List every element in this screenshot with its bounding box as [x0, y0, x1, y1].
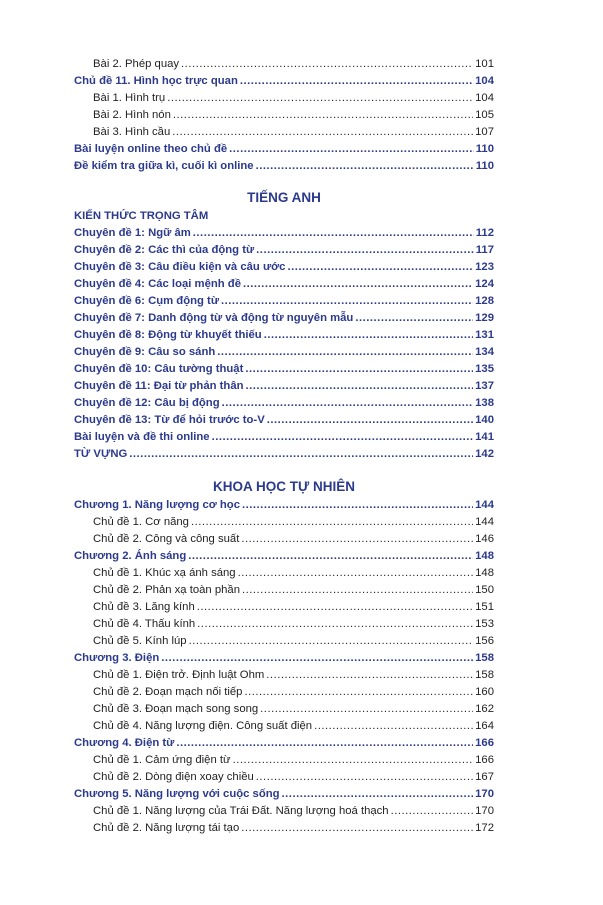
toc-entry-label: Chuyên đề 9: Câu so sánh: [74, 346, 216, 358]
toc-entry-label: Chuyên đề 10: Câu tường thuật: [74, 363, 244, 375]
dot-leader: [217, 344, 473, 361]
toc-entry-page-number: 137: [475, 380, 494, 392]
dot-leader: [173, 107, 473, 124]
dot-leader: [188, 548, 473, 565]
toc-entry[interactable]: [74, 497, 494, 514]
toc-entry-label: Chủ đề 2. Dòng điện xoay chiều: [93, 771, 254, 783]
toc-entry-label: Chuyên đề 7: Danh động từ và động từ nguyên mẫu: [74, 312, 354, 324]
dot-leader: [181, 56, 473, 73]
dot-leader: [242, 582, 473, 599]
dot-leader: [240, 73, 473, 90]
toc-entry[interactable]: [74, 820, 494, 837]
toc-entry-page-number: 153: [475, 618, 494, 630]
toc-entry-label: TỪ VỰNG: [74, 448, 128, 460]
toc-entry-label: Chủ đề 1. Khúc xạ ánh sáng: [93, 567, 236, 579]
toc-entry[interactable]: [74, 786, 494, 803]
toc-entry-page-number: 107: [475, 126, 494, 138]
toc-entry-label: Chủ đề 4. Năng lượng điện. Công suất điện: [93, 720, 313, 732]
toc-entry-page-number: 129: [475, 312, 494, 324]
toc-entry[interactable]: [74, 633, 494, 650]
section-gap: [74, 463, 494, 477]
dot-leader: [266, 667, 473, 684]
toc-entry-page-number: 112: [475, 227, 494, 239]
dot-leader: [267, 412, 473, 429]
dot-leader: [391, 803, 474, 820]
toc-entry-label: Chủ đề 11. Hình học trực quan: [74, 75, 238, 87]
toc-entry-page-number: 150: [475, 584, 494, 596]
toc-entry[interactable]: [74, 803, 494, 820]
toc-entry-page-number: 144: [475, 516, 494, 528]
toc-entry[interactable]: [74, 141, 494, 158]
toc-entry[interactable]: [74, 259, 494, 276]
toc-entry[interactable]: [74, 124, 494, 141]
toc-entry-page-number: 166: [475, 754, 494, 766]
toc-entry-page-number: 134: [475, 346, 494, 358]
toc-entry[interactable]: [74, 531, 494, 548]
toc-entry-label: Bài 3. Hình cầu: [93, 126, 171, 138]
toc-entry[interactable]: [74, 565, 494, 582]
toc-group-math: [74, 56, 494, 175]
toc-entry-label: Chủ đề 1. Cảm ứng điện từ: [93, 754, 231, 766]
toc-entry-label: Chủ đề 2. Phản xạ toàn phần: [93, 584, 240, 596]
toc-entry-page-number: 151: [475, 601, 494, 613]
toc-entry-label: Chủ đề 3. Đoạn mạch song song: [93, 703, 259, 715]
dot-leader: [241, 531, 473, 548]
dot-leader: [229, 141, 474, 158]
toc-entry-label: Chương 3. Điện: [74, 652, 160, 664]
toc-entry-label: Chuyên đề 13: Từ để hỏi trước to-V: [74, 414, 265, 426]
dot-leader: [212, 429, 474, 446]
toc-group-science: [74, 497, 494, 837]
toc-entry-page-number: 158: [475, 652, 494, 664]
dot-leader: [193, 225, 474, 242]
toc-entry-label: Chuyên đề 4: Các loại mệnh đề: [74, 278, 241, 290]
toc-entry-page-number: 110: [475, 160, 494, 172]
dot-leader: [314, 718, 473, 735]
toc-entry[interactable]: [74, 225, 494, 242]
toc-entry[interactable]: [74, 73, 494, 90]
toc-entry-label: Chuyên đề 3: Câu điều kiện và câu ước: [74, 261, 286, 273]
toc-entry-page-number: 131: [475, 329, 494, 341]
toc-entry-page-number: 148: [475, 550, 494, 562]
dot-leader: [233, 752, 474, 769]
dot-leader: [238, 565, 474, 582]
toc-entry-page-number: 170: [475, 805, 494, 817]
toc-entry-label: Bài luyện và đề thi online: [74, 431, 210, 443]
toc-entry[interactable]: [74, 514, 494, 531]
dot-leader: [167, 90, 473, 107]
toc-entry-label: Chủ đề 1. Cơ năng: [93, 516, 189, 528]
table-of-contents: [74, 56, 494, 837]
toc-entry-page-number: 170: [475, 788, 494, 800]
toc-entry[interactable]: [74, 446, 494, 463]
toc-entry-page-number: 141: [475, 431, 494, 443]
dot-leader: [245, 361, 473, 378]
toc-entry[interactable]: [74, 599, 494, 616]
toc-entry-page-number: 164: [475, 720, 494, 732]
section-title-science: KHOA HỌC TỰ NHIÊN: [213, 479, 355, 494]
toc-entry-label: Chương 4. Điện từ: [74, 737, 175, 749]
toc-entry-page-number: 142: [475, 448, 494, 460]
toc-entry-page-number: 104: [475, 92, 494, 104]
dot-leader: [264, 327, 473, 344]
toc-entry-page-number: 167: [475, 771, 494, 783]
toc-entry-page-number: 148: [475, 567, 494, 579]
toc-entry[interactable]: [74, 395, 494, 412]
toc-entry-page-number: 158: [475, 669, 494, 681]
section-gap: [74, 175, 494, 188]
toc-entry-page-number: 104: [475, 75, 494, 87]
toc-entry-page-number: 144: [475, 499, 494, 511]
dot-leader: [260, 701, 473, 718]
dot-leader: [172, 124, 473, 141]
toc-entry-label: Bài 1. Hình trụ: [93, 92, 166, 104]
toc-entry-label: Chương 5. Năng lượng với cuộc sống: [74, 788, 280, 800]
dot-leader: [242, 497, 473, 514]
toc-entry-label: Chủ đề 2. Đoạn mạch nối tiếp: [93, 686, 243, 698]
toc-entry-page-number: 117: [475, 244, 494, 256]
toc-entry[interactable]: [74, 158, 494, 175]
dot-leader: [256, 769, 473, 786]
toc-group-english: [74, 225, 494, 463]
toc-entry-label: Chủ đề 4. Thấu kính: [93, 618, 196, 630]
toc-entry-label: Chương 2. Ánh sáng: [74, 550, 187, 562]
toc-entry-page-number: 160: [475, 686, 494, 698]
toc-entry[interactable]: [74, 650, 494, 667]
toc-entry-page-number: 124: [475, 278, 494, 290]
toc-entry-label: Bài luyện online theo chủ đề: [74, 143, 228, 155]
subheading-key-knowledge: KIẾN THỨC TRỌNG TÂM: [74, 210, 209, 222]
toc-entry-label: Chuyên đề 8: Động từ khuyết thiếu: [74, 329, 262, 341]
toc-entry[interactable]: [74, 344, 494, 361]
dot-leader: [191, 514, 473, 531]
toc-entry[interactable]: [74, 684, 494, 701]
toc-entry[interactable]: [74, 242, 494, 259]
toc-entry[interactable]: [74, 735, 494, 752]
toc-entry-label: Chủ đề 3. Lăng kính: [93, 601, 195, 613]
dot-leader: [355, 310, 473, 327]
dot-leader: [243, 276, 473, 293]
toc-entry-page-number: 128: [475, 295, 494, 307]
toc-entry[interactable]: [74, 361, 494, 378]
toc-entry[interactable]: [74, 378, 494, 395]
toc-entry[interactable]: [74, 752, 494, 769]
toc-entry-label: Bài 2. Phép quay: [93, 58, 180, 70]
dot-leader: [256, 242, 474, 259]
toc-entry-page-number: 123: [475, 261, 494, 273]
toc-entry-label: Chủ đề 1. Điện trở. Định luật Ohm: [93, 669, 265, 681]
toc-entry-label: Chuyên đề 12: Câu bị động: [74, 397, 220, 409]
toc-entry[interactable]: [74, 769, 494, 786]
toc-entry-label: Chuyên đề 2: Các thì của động từ: [74, 244, 255, 256]
toc-entry-label: Chuyên đề 6: Cụm động từ: [74, 295, 219, 307]
dot-leader: [197, 599, 473, 616]
toc-entry[interactable]: [74, 701, 494, 718]
toc-entry-page-number: 146: [475, 533, 494, 545]
toc-entry[interactable]: [74, 667, 494, 684]
section-title-english: TIẾNG ANH: [247, 190, 321, 205]
dot-leader: [287, 259, 473, 276]
dot-leader: [129, 446, 473, 463]
toc-entry-label: Chủ đề 1. Năng lượng của Trái Đất. Năng lượng hoá thạch: [93, 805, 389, 817]
toc-entry-label: Đề kiểm tra giữa kì, cuối kì online: [74, 160, 254, 172]
toc-entry-label: Chuyên đề 1: Ngữ âm: [74, 227, 191, 239]
toc-entry-page-number: 166: [475, 737, 494, 749]
toc-entry-page-number: 135: [475, 363, 494, 375]
toc-entry-label: Chủ đề 5. Kính lúp: [93, 635, 187, 647]
dot-leader: [197, 616, 473, 633]
toc-entry[interactable]: [74, 718, 494, 735]
dot-leader: [256, 158, 474, 175]
toc-entry[interactable]: [74, 293, 494, 310]
toc-entry-page-number: 140: [475, 414, 494, 426]
toc-entry[interactable]: [74, 276, 494, 293]
toc-entry-page-number: 138: [475, 397, 494, 409]
toc-entry-page-number: 156: [475, 635, 494, 647]
toc-entry[interactable]: [74, 90, 494, 107]
toc-entry[interactable]: [74, 412, 494, 429]
toc-entry-page-number: 101: [475, 58, 494, 70]
dot-leader: [176, 735, 473, 752]
toc-entry[interactable]: [74, 327, 494, 344]
toc-entry[interactable]: [74, 56, 494, 73]
toc-entry[interactable]: [74, 310, 494, 327]
toc-entry[interactable]: [74, 548, 494, 565]
toc-entry[interactable]: [74, 107, 494, 124]
toc-entry-page-number: 105: [475, 109, 494, 121]
toc-entry-page-number: 162: [475, 703, 494, 715]
dot-leader: [241, 820, 473, 837]
toc-entry[interactable]: [74, 616, 494, 633]
toc-entry-label: Chuyên đề 11: Đại từ phản thân: [74, 380, 244, 392]
toc-entry-label: Chủ đề 2. Năng lượng tái tạo: [93, 822, 240, 834]
toc-entry[interactable]: [74, 582, 494, 599]
dot-leader: [189, 633, 474, 650]
toc-entry-label: Chủ đề 2. Công và công suất: [93, 533, 240, 545]
toc-entry-page-number: 110: [475, 143, 494, 155]
toc-entry[interactable]: [74, 429, 494, 446]
toc-entry-label: Chương 1. Năng lượng cơ học: [74, 499, 240, 511]
dot-leader: [244, 684, 473, 701]
toc-entry-label: Bài 2. Hình nón: [93, 109, 171, 121]
dot-leader: [222, 395, 474, 412]
toc-entry-page-number: 172: [475, 822, 494, 834]
dot-leader: [161, 650, 473, 667]
dot-leader: [246, 378, 474, 395]
dot-leader: [282, 786, 474, 803]
dot-leader: [221, 293, 473, 310]
